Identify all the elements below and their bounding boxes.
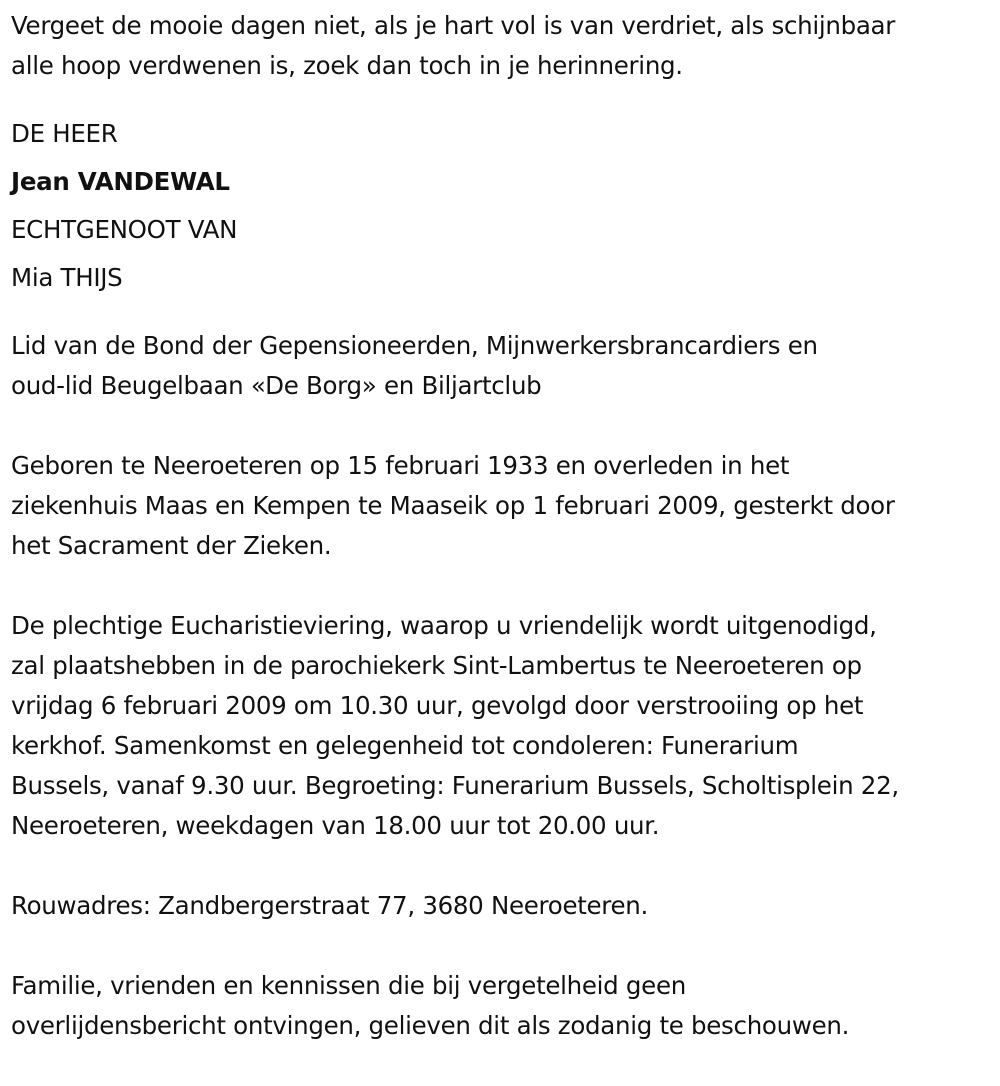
- verse-line: alle hoop verdwenen is, zoek dan toch in je herinnering.: [11, 51, 683, 80]
- relation-label: ECHTGENOOT VAN: [11, 215, 238, 244]
- obituary-document: [11, 0, 996, 1046]
- paragraph-line: Geboren te Neeroeteren op 15 februari 1933 en overleden in het: [11, 451, 790, 480]
- paragraph-line: Familie, vrienden en kennissen die bij vergetelheid geen: [11, 971, 686, 1000]
- verse-line: Vergeet de mooie dagen niet, als je hart vol is van verdriet, als schijnbaar: [11, 11, 896, 40]
- address-paragraph: [11, 886, 996, 926]
- paragraph-line: zal plaatshebben in de parochiekerk Sint-Lambertus te Neeroeteren op: [11, 651, 862, 680]
- spouse-name: Mia THIJS: [11, 263, 123, 292]
- paragraph-line: kerkhof. Samenkomst en gelegenheid tot condoleren: Funerarium: [11, 731, 799, 760]
- closing-paragraph: [11, 966, 996, 1046]
- birth-death-paragraph: [11, 446, 996, 566]
- title-prefix: DE HEER: [11, 119, 118, 148]
- deceased-name: Jean VANDEWAL: [11, 167, 230, 196]
- paragraph-line: vrijdag 6 februari 2009 om 10.30 uur, gevolgd door verstrooiing op het: [11, 691, 864, 720]
- memorial-verse: [11, 6, 996, 86]
- deceased-block: [11, 110, 996, 302]
- paragraph-line: het Sacrament der Zieken.: [11, 531, 332, 560]
- mourning-address: Rouwadres: Zandbergerstraat 77, 3680 Neeroeteren.: [11, 891, 649, 920]
- ceremony-paragraph: [11, 606, 996, 846]
- paragraph-line: Neeroeteren, weekdagen van 18.00 uur tot 20.00 uur.: [11, 811, 660, 840]
- paragraph-line: oud-lid Beugelbaan «De Borg» en Biljartclub: [11, 371, 542, 400]
- paragraph-line: De plechtige Eucharistieviering, waarop u vriendelijk wordt uitgenodigd,: [11, 611, 877, 640]
- membership-paragraph: [11, 326, 996, 406]
- paragraph-line: Bussels, vanaf 9.30 uur. Begroeting: Funerarium Bussels, Scholtisplein 22,: [11, 771, 899, 800]
- paragraph-line: overlijdensbericht ontvingen, gelieven dit als zodanig te beschouwen.: [11, 1011, 850, 1040]
- paragraph-line: ziekenhuis Maas en Kempen te Maaseik op 1 februari 2009, gesterkt door: [11, 491, 895, 520]
- paragraph-line: Lid van de Bond der Gepensioneerden, Mijnwerkersbrancardiers en: [11, 331, 818, 360]
